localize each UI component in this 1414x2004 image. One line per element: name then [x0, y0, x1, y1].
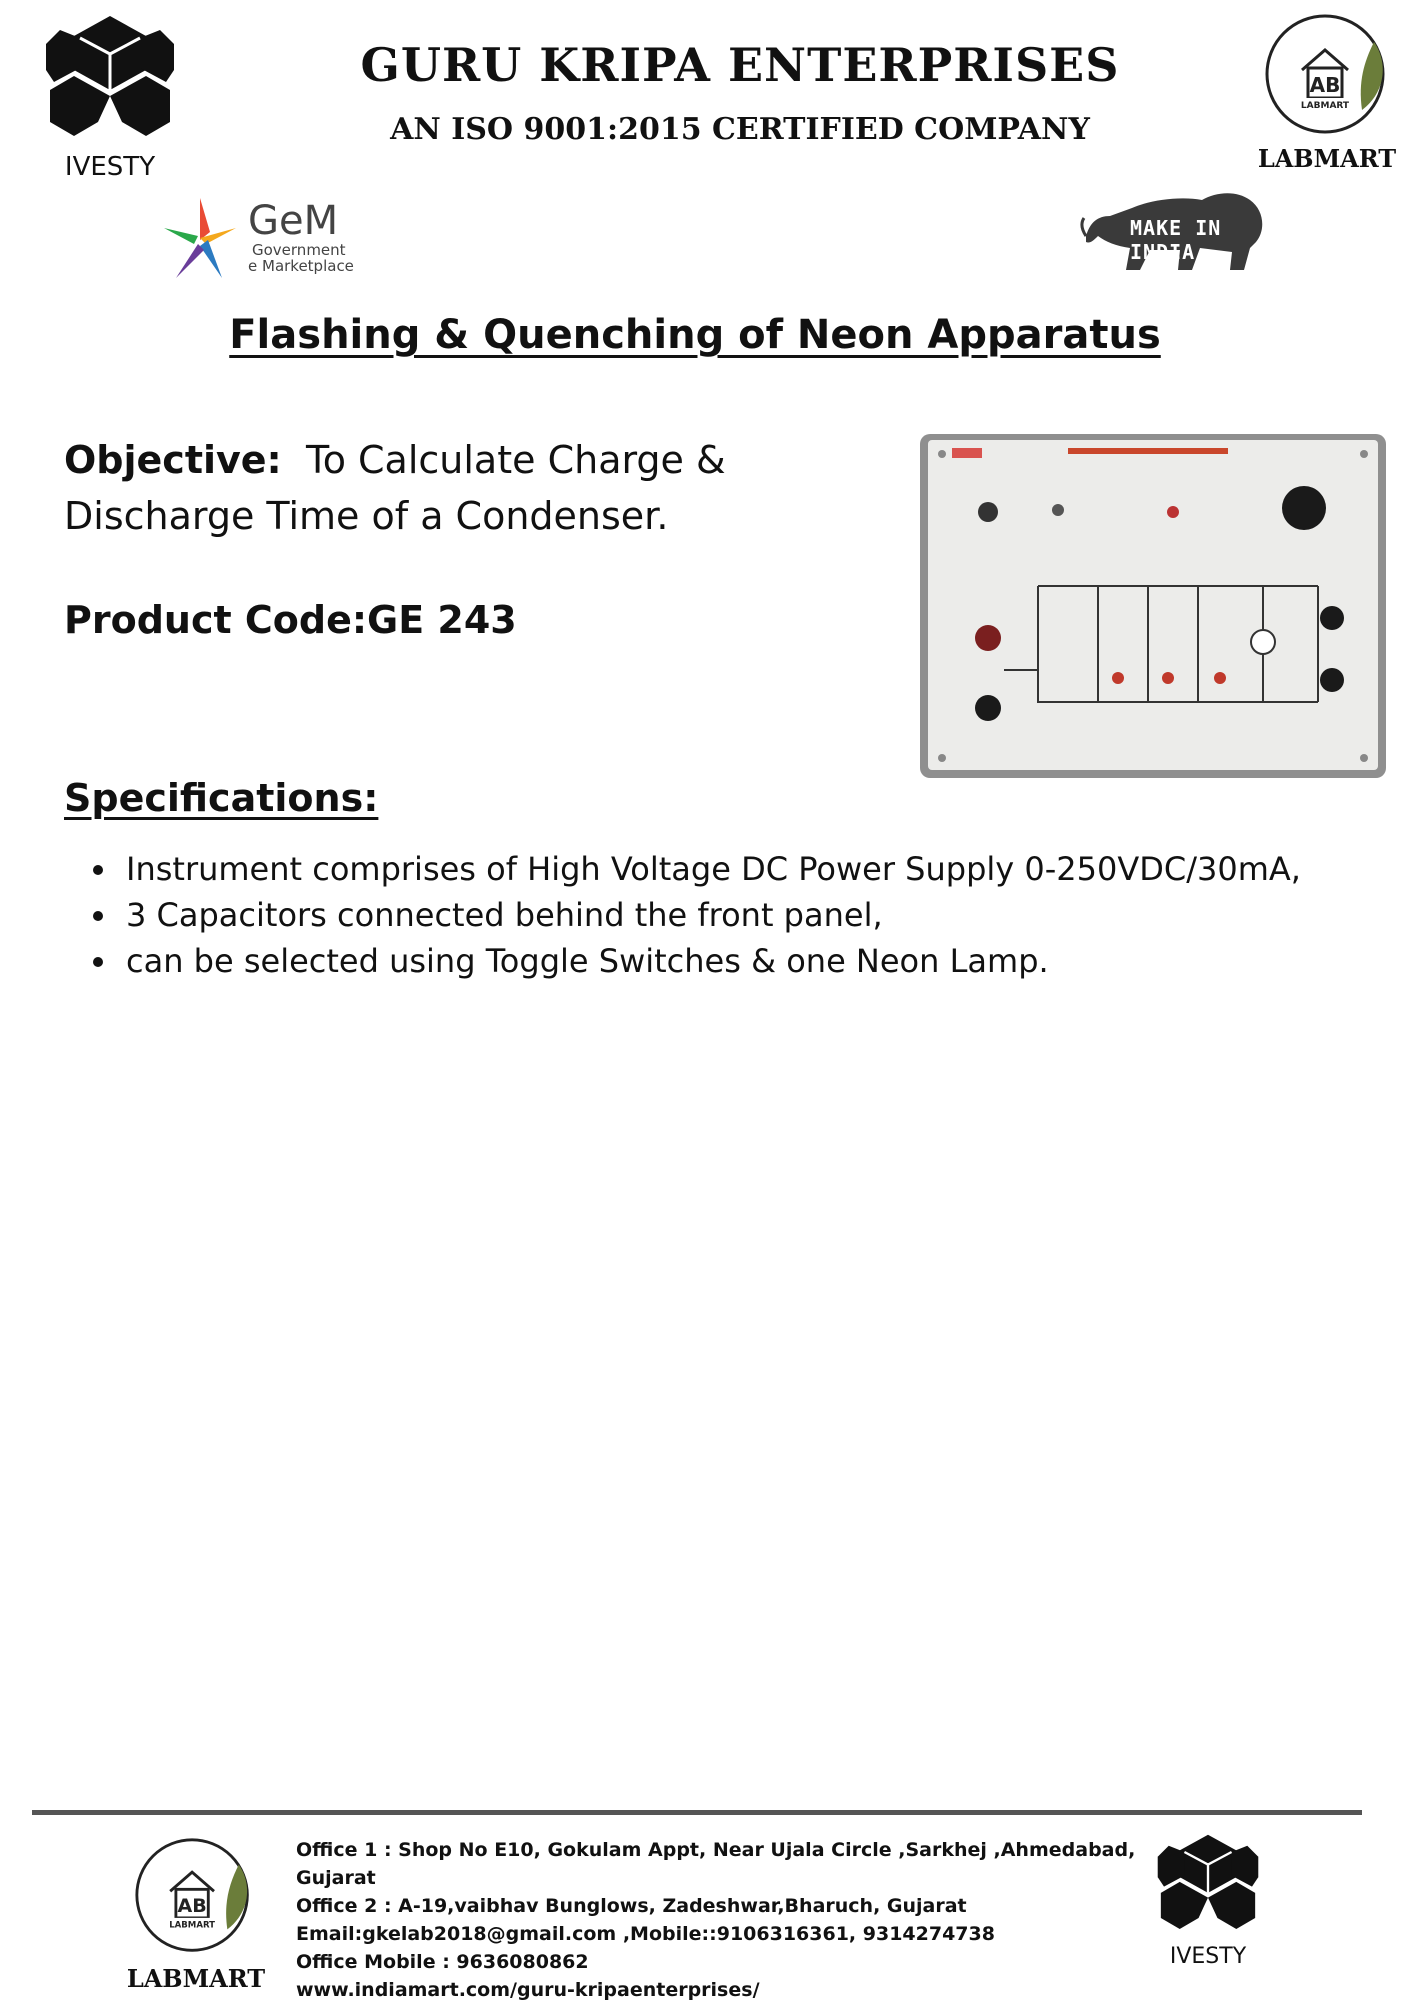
certification-text: AN ISO 9001:2015 CERTIFIED COMPANY — [390, 112, 1090, 147]
objective-label: Objective: — [64, 438, 282, 482]
gem-star-icon — [160, 194, 240, 284]
spec-item: • 3 Capacitors connected behind the front panel, — [120, 892, 1414, 938]
labmart-label: LABMART — [1257, 144, 1397, 173]
svg-text:AB: AB — [177, 1895, 207, 1918]
spec-item: • can be selected using Toggle Switches & one Neon Lamp. — [120, 938, 1414, 984]
product-title: Flashing & Quenching of Neon Apparatus — [229, 312, 1161, 358]
footer-ivesty-logo — [1148, 1830, 1268, 1980]
gem-title: GeM — [248, 198, 339, 244]
labmart-emblem-text: LABMART — [1300, 101, 1350, 111]
ivesty-logo — [40, 10, 180, 180]
spec-item: • Instrument comprises of High Voltage DC Power Supply 0-250VDC/30mA, — [120, 846, 1414, 892]
svg-text:AB: AB — [1309, 73, 1341, 97]
labmart-logo — [1257, 12, 1397, 173]
apparatus-photo — [918, 432, 1388, 780]
footer-labmart-label: LABMART — [126, 1964, 266, 1993]
labmart-emblem-icon — [1262, 12, 1392, 138]
company-name: GURU KRIPA ENTERPRISES — [360, 38, 1120, 92]
labmart-emblem-text: LABMART — [169, 1920, 216, 1931]
office-mobile: Office Mobile : 9636080862 — [296, 1951, 589, 1973]
gem-line-1: Government — [252, 241, 346, 259]
footer-labmart-logo — [126, 1836, 266, 1996]
ivesty-cube-icon — [1153, 1830, 1263, 1940]
footer-ivesty-label: IVESTY — [1169, 1944, 1247, 1969]
footer-divider — [32, 1810, 1362, 1815]
ivesty-label: IVESTY — [64, 152, 156, 182]
specifications-list — [84, 846, 1414, 984]
apparatus-panel-icon — [918, 432, 1388, 780]
gem-logo — [160, 194, 360, 284]
objective-block — [64, 432, 784, 544]
website-link[interactable]: www.indiamart.com/guru-kripaenterprises/ — [296, 1979, 760, 2001]
office-2-address: Office 2 : A-19,vaibhav Bunglows, Zadeshwar,Bharuch, Gujarat — [296, 1895, 967, 1917]
specifications-heading: Specifications: — [64, 776, 379, 820]
office-1-address: Office 1 : Shop No E10, Gokulam Appt, Near Ujala Circle ,Sarkhej ,Ahmedabad, Gujarat — [296, 1839, 1136, 1889]
objective-text: To Calculate Charge & Discharge Time of a Condenser. — [64, 438, 726, 538]
footer-contact — [296, 1836, 1176, 2004]
contact-email-mobile: Email:gkelab2018@gmail.com ,Mobile::9106316361, 9314274738 — [296, 1923, 995, 1945]
make-in-india-text: MAKE IN INDIA — [1130, 216, 1222, 264]
gem-line-2: e Marketplace — [248, 257, 354, 275]
labmart-emblem-icon — [132, 1836, 256, 1956]
make-in-india-logo — [1080, 186, 1270, 276]
product-code: Product Code:GE 243 — [64, 598, 517, 642]
